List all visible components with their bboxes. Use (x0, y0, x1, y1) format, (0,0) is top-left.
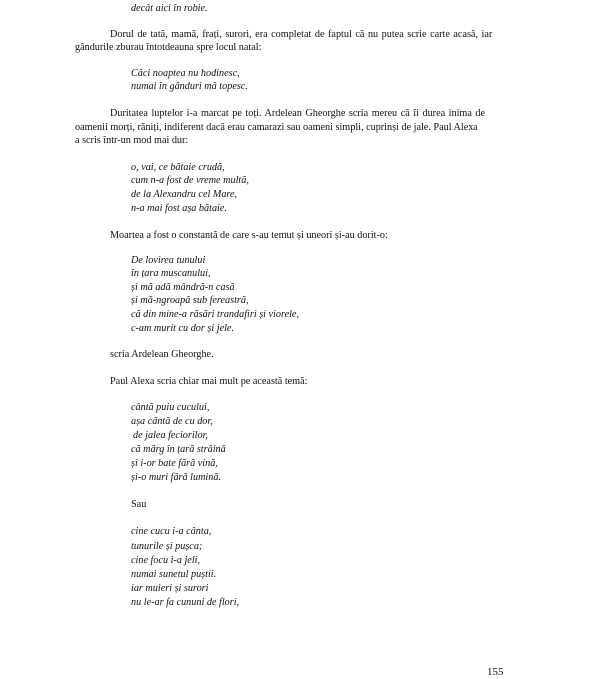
verse-line: nu le-ar fa cununi de flori, (131, 597, 240, 608)
verse-line: Căci noaptea nu hodinesc, (131, 68, 240, 79)
paragraph-line: oamenii morți, răniți, indiferent dacă erau camarazi sau oameni simpli, cuprinși de jale. Paul Alexa (75, 122, 478, 133)
paragraph-line: Moartea a fost o constantă de care s-au temut și uneori și-au dorit-o: (110, 230, 388, 241)
verse-line: tunurile și pușca; (131, 541, 203, 552)
text-line: decât aici în robie. (131, 3, 208, 14)
verse-line: n-a mai fost așa bătaie. (131, 203, 227, 214)
verse-line: numai sunetul puștii. (131, 569, 217, 580)
verse-line: cântă puiu cucului, (131, 402, 210, 413)
verse-line: De lovirea tunului (131, 255, 206, 266)
verse-line: și mă adă mândră-n casă (131, 282, 235, 293)
verse-line: cine cucu i-a cânta, (131, 526, 212, 537)
verse-line: și mă-ngroapă sub fereastră, (131, 295, 249, 306)
verse-line: în țara muscanului, (131, 268, 211, 279)
verse-line: că din mine-a răsări trandafiri și viorele, (131, 309, 299, 320)
verse-line: de la Alexandru cel Mare, (131, 189, 238, 200)
verse-line: și i-or bate fără vină, (131, 458, 218, 469)
paragraph-line: Dorul de tată, mamă, frați, surori, era completat de faptul că nu putea scrie carte acasă, iar (110, 29, 493, 40)
paragraph-line: Paul Alexa scria chiar mai mult pe această temă: (110, 376, 308, 387)
paragraph-line: a scris într-un mod mai dur: (75, 135, 189, 146)
paragraph-line: Duritatea luptelor i-a marcat pe toți. Ardelean Gheorghe scria mereu că îi durea inima de (110, 108, 486, 119)
paragraph-line: Sau (131, 499, 147, 510)
verse-line: și-o muri fără lumină. (131, 472, 221, 483)
verse-line: iar muieri și surori (131, 583, 209, 594)
verse-line: cum n-a fost de vreme multă, (131, 175, 249, 186)
verse-line: cine focu i-a jeli, (131, 555, 201, 566)
verse-line: așa cântă de cu dor, (131, 416, 213, 427)
verse-line: de jalea feciorilor, (133, 430, 208, 441)
paragraph-line: scria Ardelean Gheorghe. (110, 349, 214, 360)
page-number: 155 (487, 666, 504, 678)
verse-line: numai în gânduri mă topesc. (131, 81, 248, 92)
verse-line: o, vai, ce bătaie crudă, (131, 162, 225, 173)
verse-line: c-am murit cu dor și jele. (131, 323, 234, 334)
paragraph-line: gândurile zburau întotdeauna spre locul natal: (75, 42, 262, 53)
verse-line: că mărg în țară străină (131, 444, 226, 455)
